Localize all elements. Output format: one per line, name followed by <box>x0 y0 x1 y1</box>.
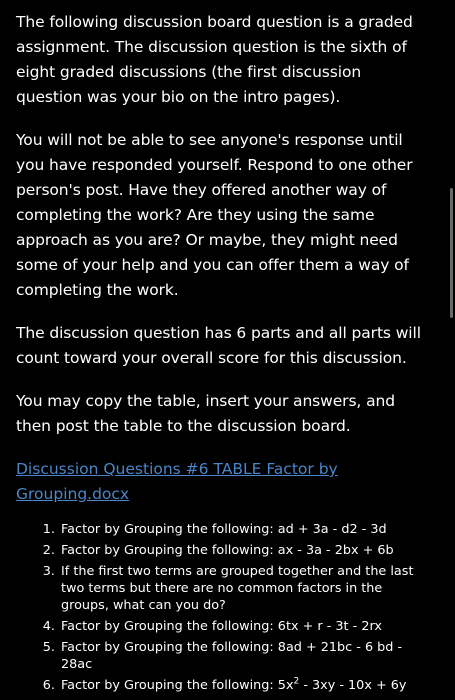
question-item-2: 2. Factor by Grouping the following: ax - 3a - 2bx + 6b <box>59 542 431 559</box>
vertical-scrollbar[interactable] <box>450 188 453 318</box>
question-6-exponent: 2 <box>293 676 300 687</box>
discussion-content <box>16 10 431 698</box>
question-6-suffix: - 3xy - 10x + 6y <box>299 678 407 693</box>
table-instructions-paragraph: You may copy the table, insert your answers, and then post the table to the discussion board. <box>16 392 395 435</box>
intro-paragraph: The following discussion board question is a graded assignment. The discussion question is the sixth of eight graded discussions (the first discussion question was your bio on the intro pages). <box>16 13 413 106</box>
scoring-paragraph: The discussion question has 6 parts and all parts will count toward your overall score for this discussion. <box>16 324 421 367</box>
question-list <box>16 521 431 694</box>
question-6-prefix: Factor by Grouping the following: 5x <box>61 678 294 693</box>
response-instructions-paragraph: You will not be able to see anyone's response until you have responded yourself. Respond to one other person's post. Have they offered another way of completing the work? Are they using the same approach as you are? Or maybe, they might need some of your help and you can offer them a way of completing the work. <box>16 131 413 299</box>
question-item-6 <box>59 677 431 694</box>
question-item-5: 5. Factor by Grouping the following: 8ad + 21bc - 6 bd - 28ac <box>59 639 431 673</box>
attachment-link[interactable]: Discussion Questions #6 TABLE Factor by Grouping.docx <box>16 460 338 503</box>
question-item-1: 1. Factor by Grouping the following: ad + 3a - d2 - 3d <box>59 521 431 538</box>
question-item-4: 4. Factor by Grouping the following: 6tx + r - 3t - 2rx <box>59 618 431 635</box>
question-item-3: 3. If the first two terms are grouped together and the last two terms but there are no common factors in the groups, what can you do? <box>59 563 431 614</box>
